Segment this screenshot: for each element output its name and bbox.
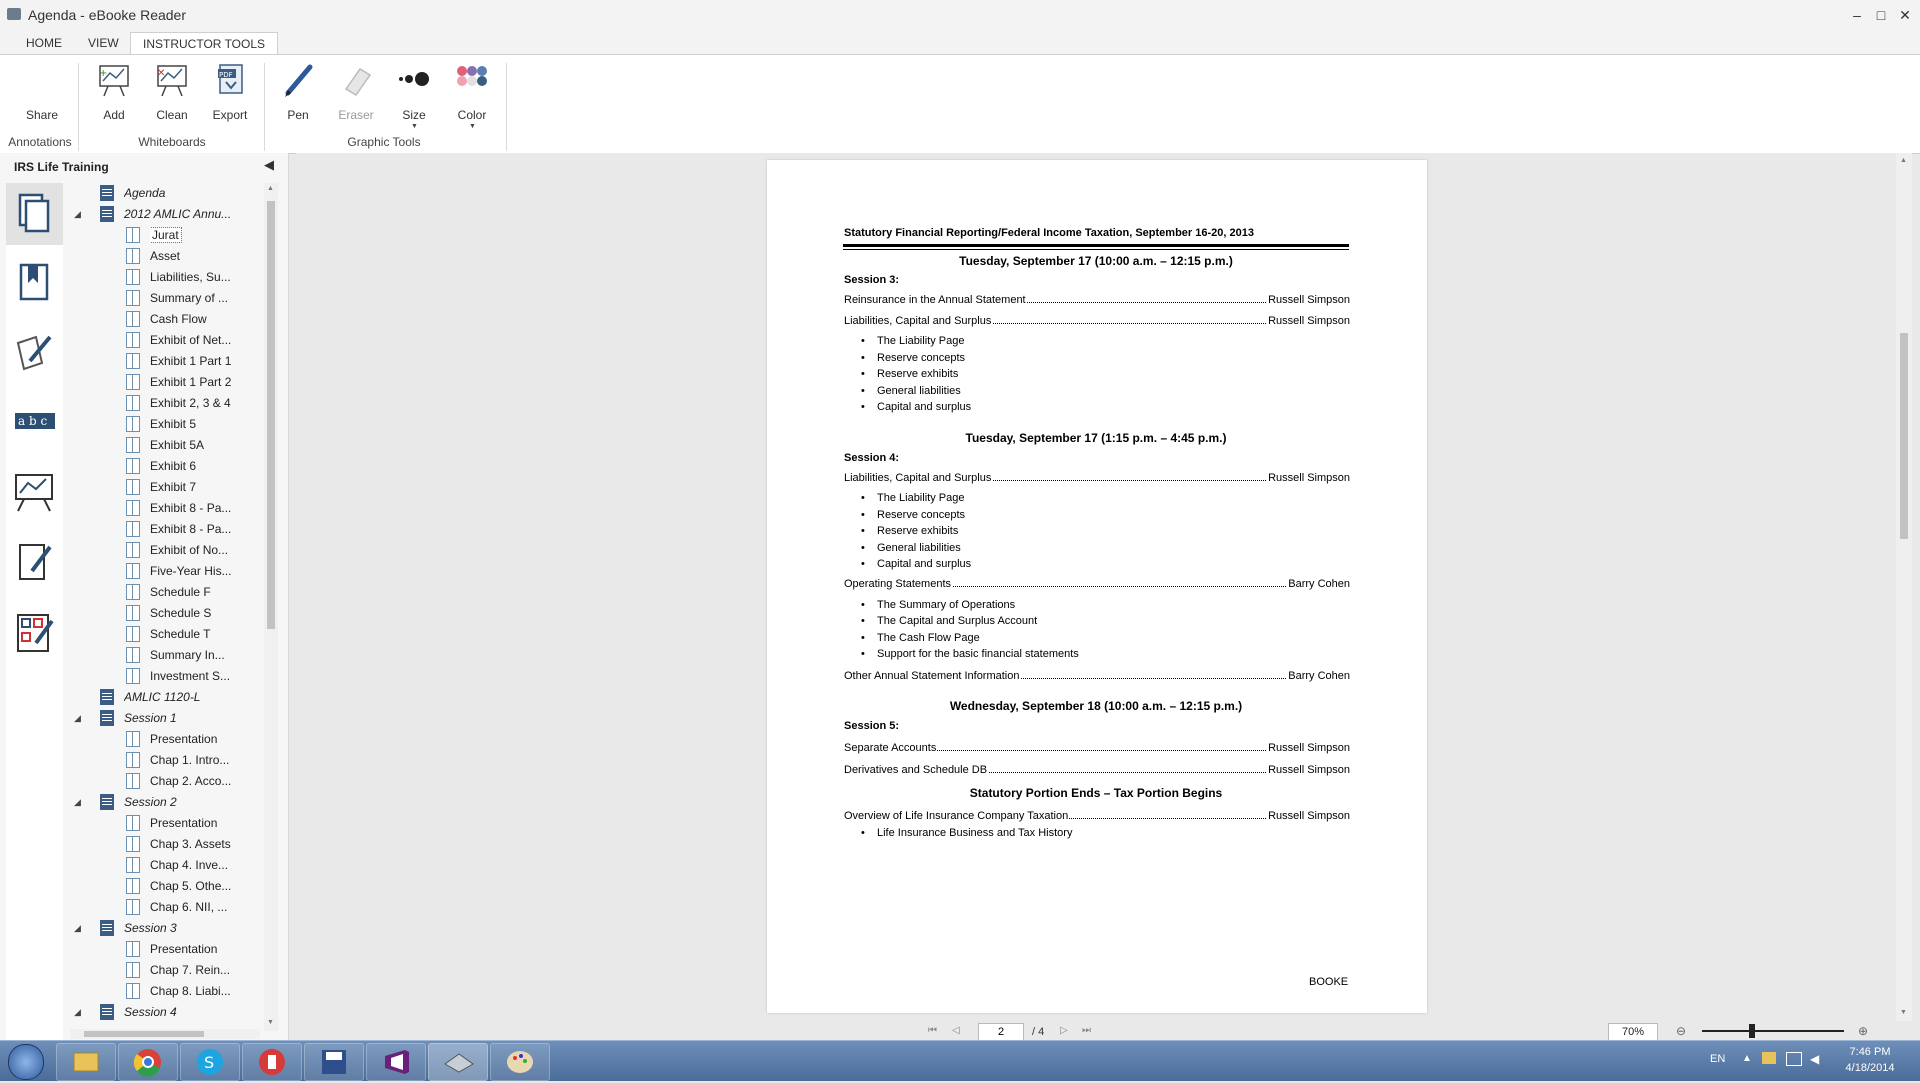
color-button[interactable] — [444, 63, 500, 135]
tree-item-label: Five-Year His... — [150, 564, 232, 578]
share-label: Share — [25, 108, 59, 122]
tree-item-label: Exhibit 1 Part 2 — [150, 375, 232, 389]
edit-notes-button[interactable] — [6, 533, 63, 595]
action-center-icon[interactable] — [1762, 1052, 1776, 1064]
tree-item-label: Session 1 — [124, 711, 177, 725]
page-icon — [126, 479, 140, 495]
item-speaker: Russell Simpson — [1268, 742, 1350, 754]
scroll-up-icon[interactable]: ▲ — [1900, 157, 1907, 164]
taskbar-visual-studio[interactable] — [366, 1043, 426, 1081]
item-speaker: Barry Cohen — [1288, 578, 1350, 590]
item-title: Operating Statements — [844, 578, 952, 590]
tree-item-label: Liabilities, Su... — [150, 270, 231, 284]
page-icon — [126, 353, 140, 369]
color-label: Color — [457, 108, 487, 122]
item-speaker: Barry Cohen — [1288, 670, 1350, 682]
taskbar-red-app[interactable] — [242, 1043, 302, 1081]
zoom-out-icon[interactable]: ⊖ — [1676, 1024, 1687, 1038]
tree-horizontal-scrollbar[interactable] — [70, 1029, 260, 1039]
document-page — [767, 160, 1427, 1013]
zoom-in-icon[interactable]: ⊕ — [1858, 1024, 1869, 1038]
page-icon — [126, 227, 140, 243]
group-whiteboards: Whiteboards — [138, 135, 206, 149]
tree-item-label: 2012 AMLIC Annu... — [124, 207, 232, 221]
page-icon — [126, 311, 140, 327]
item-speaker: Russell Simpson — [1268, 764, 1350, 776]
tree-page-item[interactable] — [150, 351, 262, 372]
pdf-export-icon — [214, 63, 246, 99]
header-rule — [843, 244, 1349, 247]
tab-home[interactable]: HOME — [26, 36, 62, 50]
section-divider-heading: Statutory Portion Ends – Tax Portion Begins — [969, 786, 1223, 800]
tree-page-item[interactable] — [150, 540, 262, 561]
tree-item-label: Schedule F — [150, 585, 211, 599]
title-bar — [0, 0, 1920, 30]
ribbon-tabs — [0, 30, 1920, 54]
page-icon — [126, 290, 140, 306]
pages-view-button[interactable] — [6, 183, 63, 245]
tree-item-label: Summary of ... — [150, 291, 229, 305]
session-label: Session 4: — [844, 452, 900, 464]
eraser-button[interactable] — [328, 63, 384, 135]
svg-text:✕: ✕ — [157, 68, 166, 79]
book-icon — [100, 185, 114, 201]
tree-item-label: Exhibit 6 — [150, 459, 197, 473]
tree-item-label: Exhibit 8 - Pa... — [150, 501, 232, 515]
tree-page-item[interactable] — [150, 876, 262, 897]
bullet-item: • Life Insurance Business and Tax History — [877, 827, 1072, 839]
tree-item-label: Session 4 — [124, 1005, 177, 1019]
book-icon — [100, 1004, 114, 1020]
skype-icon — [181, 1044, 239, 1080]
tree-book-item[interactable] — [124, 708, 262, 729]
agenda-item — [844, 315, 1350, 327]
tree-page-item[interactable] — [150, 750, 262, 771]
close-button[interactable]: ✕ — [1899, 7, 1911, 23]
brush-size-icon — [398, 63, 430, 99]
clean-label: Clean — [156, 108, 188, 122]
tree-item-label: Chap 8. Liabi... — [150, 984, 231, 998]
tree-book-item[interactable] — [124, 1002, 262, 1023]
taskbar-skype[interactable] — [180, 1043, 240, 1081]
language-indicator[interactable]: EN — [1710, 1053, 1726, 1065]
item-speaker: Russell Simpson — [1268, 315, 1350, 327]
tree-page-item[interactable] — [150, 645, 262, 666]
page-icon — [126, 437, 140, 453]
tree-book-item[interactable] — [124, 204, 262, 225]
tree-page-item[interactable] — [150, 246, 262, 267]
book-icon — [100, 206, 114, 222]
scroll-down-icon[interactable]: ▼ — [1900, 1009, 1907, 1016]
tree-page-item[interactable] — [150, 309, 262, 330]
item-speaker: Russell Simpson — [1268, 294, 1350, 306]
window-title: Agenda - eBooke Reader — [28, 7, 186, 23]
chrome-icon — [119, 1044, 177, 1080]
taskbar-save-app[interactable] — [304, 1043, 364, 1081]
whiteboard-clean-icon — [156, 63, 188, 99]
ribbon — [0, 54, 1920, 154]
whiteboard-add-icon — [98, 63, 130, 99]
bullet-item: • Reserve exhibits — [877, 368, 958, 380]
tree-page-item[interactable] — [150, 519, 262, 540]
taskbar-paint[interactable] — [490, 1043, 550, 1081]
page-icon — [126, 584, 140, 600]
tree-item-label: Presentation — [150, 732, 218, 746]
tree-item-label: Presentation — [150, 816, 218, 830]
tree-page-item[interactable] — [150, 372, 262, 393]
day-heading: Tuesday, September 17 (10:00 a.m. – 12:15 p.m.) — [959, 254, 1233, 268]
next-page-icon[interactable]: ▷ — [1060, 1025, 1068, 1036]
tree-item-label: Cash Flow — [150, 312, 207, 326]
tree-vertical-scrollbar[interactable] — [264, 183, 278, 1031]
tree-page-item[interactable] — [150, 498, 262, 519]
item-title: Derivatives and Schedule DB — [844, 764, 988, 776]
day-heading: Tuesday, September 17 (1:15 p.m. – 4:45 p.m.) — [965, 431, 1227, 445]
tree-page-item[interactable] — [150, 897, 262, 918]
bullet-item: • The Liability Page — [877, 492, 964, 504]
svg-text:+: + — [99, 68, 108, 79]
dropdown-arrow-icon: ▼ — [411, 123, 418, 130]
bullet-item: • The Summary of Operations — [877, 599, 1015, 611]
collapse-toggle-icon[interactable]: ◢ — [74, 923, 81, 933]
export-label: Export — [212, 108, 248, 122]
color-palette-icon — [456, 63, 488, 99]
tree-page-item[interactable] — [150, 603, 262, 624]
tree-item-label: Chap 7. Rein... — [150, 963, 231, 977]
svg-text:S: S — [204, 1053, 215, 1072]
book-icon — [100, 794, 114, 810]
text-search-button[interactable] — [6, 393, 63, 455]
last-page-icon[interactable]: ⏭ — [1082, 1025, 1091, 1036]
bullet-item: • General liabilities — [877, 542, 961, 554]
tree-book-item[interactable] — [124, 918, 262, 939]
day-heading: Wednesday, September 18 (10:00 a.m. – 12:15 p.m.) — [949, 699, 1243, 713]
page-icon — [126, 983, 140, 999]
pages-icon — [6, 183, 63, 245]
tree-item-label: Exhibit 7 — [150, 480, 197, 494]
notes-icon — [6, 323, 63, 385]
bullet-item: • The Capital and Surplus Account — [877, 615, 1037, 627]
bookmark-icon — [6, 253, 63, 315]
page-icon — [126, 731, 140, 747]
page-icon — [126, 605, 140, 621]
item-title: Other Annual Statement Information — [844, 670, 1020, 682]
tree-item-label: Exhibit of No... — [150, 543, 229, 557]
tree-book-item[interactable] — [124, 687, 262, 708]
page-icon — [126, 752, 140, 768]
clock-time: 7:46 PM — [1849, 1046, 1891, 1058]
tree-item-label: Chap 3. Assets — [150, 837, 231, 851]
add-whiteboard-button[interactable] — [86, 63, 142, 135]
page-icon — [126, 332, 140, 348]
item-title: Liabilities, Capital and Surplus — [844, 315, 992, 327]
bullet-item: • The Liability Page — [877, 335, 964, 347]
tree-page-item[interactable] — [150, 666, 262, 687]
tree-item-label: Exhibit 8 - Pa... — [150, 522, 232, 536]
pen-icon — [282, 63, 314, 99]
tree-page-item[interactable] — [150, 960, 262, 981]
bullet-item: • Reserve concepts — [877, 352, 965, 364]
tree-item-label: Session 2 — [124, 795, 177, 809]
item-title: Liabilities, Capital and Surplus — [844, 472, 992, 484]
page-icon — [126, 521, 140, 537]
tree-page-item[interactable] — [150, 981, 262, 1002]
svg-text:PDF: PDF — [219, 71, 233, 79]
bullet-item: • Reserve concepts — [877, 509, 965, 521]
collapse-toggle-icon[interactable]: ◢ — [74, 209, 81, 219]
system-clock[interactable] — [1830, 1044, 1910, 1076]
toc-tree — [64, 183, 262, 1031]
page-icon — [126, 626, 140, 642]
quiz-button[interactable] — [6, 603, 63, 665]
collapse-toggle-icon[interactable]: ◢ — [74, 1007, 81, 1017]
bullet-item: • The Cash Flow Page — [877, 632, 980, 644]
minimize-button[interactable]: – — [1853, 7, 1861, 23]
tree-item-label: Schedule S — [150, 606, 212, 620]
sidebar-icon-strip — [6, 183, 63, 1040]
separator — [78, 63, 79, 151]
app-icon — [7, 8, 21, 20]
tree-item-label: Agenda — [124, 186, 166, 200]
whiteboard-icon — [6, 463, 63, 525]
edit-document-icon — [6, 533, 63, 595]
tree-page-item[interactable] — [150, 477, 262, 498]
separator — [506, 63, 507, 151]
tree-page-item[interactable] — [150, 435, 262, 456]
page-icon — [126, 815, 140, 831]
document-header: Statutory Financial Reporting/Federal Income Taxation, September 16-20, 2013 — [844, 227, 1254, 239]
bullet-item: • Support for the basic financial statements — [877, 648, 1079, 660]
tree-page-item[interactable] — [150, 561, 262, 582]
tree-book-item[interactable] — [124, 183, 262, 204]
bullet-item: • Capital and surplus — [877, 401, 971, 413]
page-icon — [126, 668, 140, 684]
tree-item-label: Exhibit 5A — [150, 438, 205, 452]
page-icon — [126, 248, 140, 264]
page-icon — [126, 542, 140, 558]
separator — [264, 63, 265, 151]
add-label: Add — [103, 108, 125, 122]
taskbar-chrome[interactable] — [118, 1043, 178, 1081]
whiteboard-list-button[interactable] — [6, 463, 63, 525]
tree-item-label: Presentation — [150, 942, 218, 956]
zoom-slider-thumb[interactable] — [1749, 1024, 1755, 1038]
tree-item-label: Exhibit 1 Part 1 — [150, 354, 232, 368]
page-icon — [126, 647, 140, 663]
volume-icon[interactable]: ◀ — [1810, 1052, 1820, 1066]
tree-page-item[interactable] — [150, 729, 262, 750]
bullet-item: • Reserve exhibits — [877, 525, 958, 537]
checklist-icon — [6, 603, 63, 665]
tab-instructor-tools[interactable]: INSTRUCTOR TOOLS — [130, 32, 278, 55]
ebooke-icon — [429, 1044, 487, 1080]
maximize-button[interactable]: □ — [1876, 7, 1886, 23]
page-icon — [126, 458, 140, 474]
page-icon — [126, 395, 140, 411]
tab-view[interactable]: VIEW — [88, 36, 119, 50]
bullet-item: • Capital and surplus — [877, 558, 971, 570]
agenda-item — [844, 294, 1350, 306]
scrollbar-thumb[interactable] — [84, 1031, 204, 1037]
tree-item-label: Jurat — [152, 228, 179, 242]
zoom-slider-track[interactable] — [1702, 1030, 1844, 1032]
page-icon — [126, 563, 140, 579]
annotations-button[interactable] — [6, 323, 63, 385]
taskbar-ebooke-reader[interactable] — [428, 1043, 488, 1081]
export-button[interactable] — [202, 63, 258, 135]
page-icon — [126, 836, 140, 852]
page-icon — [126, 374, 140, 390]
tree-page-item[interactable] — [150, 771, 262, 792]
tree-page-item[interactable] — [150, 330, 262, 351]
tree-item-label: AMLIC 1120-L — [124, 690, 201, 704]
tree-item-label: Exhibit 2, 3 & 4 — [150, 396, 231, 410]
size-label: Size — [402, 108, 426, 122]
tree-item-label: Asset — [150, 249, 181, 263]
size-button[interactable] — [386, 63, 442, 135]
tree-page-item[interactable] — [150, 939, 262, 960]
book-icon — [100, 710, 114, 726]
tree-item-label: Chap 1. Intro... — [150, 753, 230, 767]
viewer-vertical-scrollbar[interactable] — [1896, 153, 1912, 1021]
tree-book-item[interactable] — [124, 792, 262, 813]
page-icon — [126, 500, 140, 516]
book-icon — [100, 689, 114, 705]
tree-item-label: Chap 2. Acco... — [150, 774, 232, 788]
tree-page-item[interactable] — [150, 393, 262, 414]
network-icon[interactable] — [1786, 1052, 1802, 1066]
session-label: Session 5: — [844, 720, 900, 732]
tree-page-item[interactable] — [150, 834, 262, 855]
start-button[interactable] — [8, 1044, 44, 1080]
page-icon — [126, 269, 140, 285]
tree-item-label: Schedule T — [150, 627, 211, 641]
page-footer: BOOKE — [1309, 976, 1349, 988]
page-number-input[interactable] — [978, 1023, 1024, 1041]
tree-item-label: Summary In... — [150, 648, 225, 662]
share-button[interactable] — [14, 63, 70, 135]
agenda-item — [844, 810, 1350, 822]
agenda-item — [844, 742, 1350, 754]
page-icon — [126, 962, 140, 978]
tree-item-label: Chap 6. NII, ... — [150, 900, 228, 914]
tree-item-label: Exhibit 5 — [150, 417, 197, 431]
page-icon — [126, 773, 140, 789]
navigation-panel — [0, 153, 289, 1040]
taskbar-file-explorer[interactable] — [56, 1043, 116, 1081]
agenda-item — [844, 764, 1350, 776]
agenda-item — [844, 670, 1350, 682]
tree-item-label: Exhibit of Net... — [150, 333, 232, 347]
group-annotations: Annotations — [8, 135, 72, 149]
tree-page-item[interactable] — [150, 456, 262, 477]
folder-icon — [57, 1044, 115, 1080]
agenda-item — [844, 578, 1350, 590]
clock-date: 4/18/2014 — [1845, 1062, 1895, 1074]
tree-item-label: Chap 5. Othe... — [150, 879, 232, 893]
tree-page-item[interactable] — [150, 813, 262, 834]
tree-page-item[interactable] — [150, 414, 262, 435]
svg-text:a b c: a b c — [18, 414, 48, 428]
item-speaker: Russell Simpson — [1268, 472, 1350, 484]
session-label: Session 3: — [844, 274, 900, 286]
zoom-level-field[interactable]: 70% — [1608, 1023, 1658, 1041]
floppy-disk-icon — [305, 1044, 363, 1080]
item-title: Separate Accounts — [844, 742, 937, 754]
pen-button[interactable] — [270, 63, 326, 135]
first-page-icon[interactable]: ⏮ — [928, 1025, 937, 1036]
header-rule — [843, 249, 1349, 250]
tree-page-item[interactable] — [150, 267, 262, 288]
tree-page-item[interactable] — [150, 855, 262, 876]
collapse-toggle-icon[interactable]: ◢ — [74, 713, 81, 723]
book-icon — [100, 920, 114, 936]
eraser-icon — [340, 63, 372, 99]
dropdown-arrow-icon: ▼ — [469, 123, 476, 130]
page-icon — [126, 878, 140, 894]
visual-studio-icon — [367, 1044, 425, 1080]
panel-title: IRS Life Training — [14, 160, 109, 174]
page-icon — [126, 941, 140, 957]
tree-item-label: Session 3 — [124, 921, 177, 935]
page-icon — [126, 857, 140, 873]
item-title: Reinsurance in the Annual Statement — [844, 294, 1026, 306]
collapse-panel-icon[interactable]: ◀ — [264, 157, 274, 172]
paint-palette-icon — [491, 1044, 549, 1080]
previous-page-icon[interactable]: ◁ — [952, 1025, 960, 1036]
group-graphic-tools: Graphic Tools — [347, 135, 421, 149]
pen-label: Pen — [287, 108, 309, 122]
text-abc-icon — [6, 393, 63, 455]
tray-expand-icon[interactable]: ▲ — [1742, 1053, 1752, 1064]
page-icon — [126, 416, 140, 432]
bullet-item: • General liabilities — [877, 385, 961, 397]
scroll-up-icon[interactable]: ▲ — [267, 185, 274, 192]
collapse-toggle-icon[interactable]: ◢ — [74, 797, 81, 807]
item-speaker: Russell Simpson — [1268, 810, 1350, 822]
clean-whiteboard-button[interactable] — [144, 63, 200, 135]
agenda-item — [844, 472, 1350, 484]
page-icon — [126, 899, 140, 915]
scroll-down-icon[interactable]: ▼ — [267, 1019, 274, 1026]
scrollbar-thumb[interactable] — [1900, 333, 1908, 539]
page-total: / 4 — [1032, 1026, 1045, 1038]
bookmarks-button[interactable] — [6, 253, 63, 315]
tree-page-item[interactable] — [150, 624, 262, 645]
tree-item-label: Chap 4. Inve... — [150, 858, 229, 872]
scrollbar-thumb[interactable] — [267, 201, 275, 629]
item-title: Overview of Life Insurance Company Taxation — [844, 810, 1069, 822]
tree-page-item[interactable] — [150, 582, 262, 603]
tree-page-item[interactable] — [150, 225, 262, 246]
tree-item-label: Investment S... — [150, 669, 231, 683]
app-icon — [243, 1044, 301, 1080]
eraser-label: Eraser — [338, 108, 374, 122]
tree-page-item[interactable] — [150, 288, 262, 309]
windows-taskbar — [0, 1040, 1920, 1081]
